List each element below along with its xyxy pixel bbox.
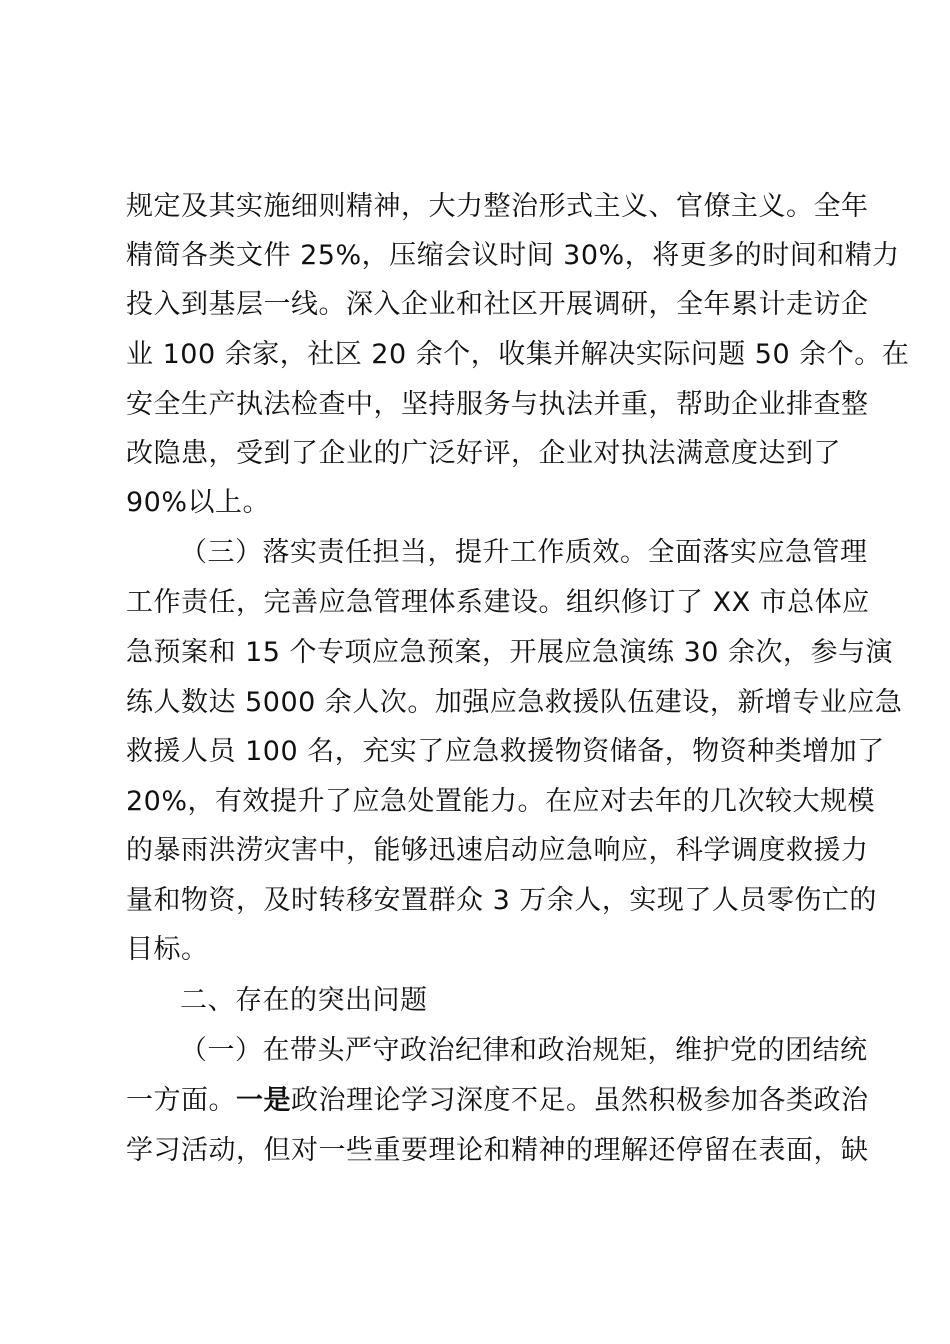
section-heading: 二、存在的突出问题	[180, 985, 428, 1016]
paragraph-line: 工作责任，完善应急管理体系建设。组织修订了 XX 市总体应	[126, 587, 870, 618]
paragraph-line: 规定及其实施细则精神，大力整治形式主义、官僚主义。全年	[126, 191, 869, 222]
paragraph-line: 量和物资，及时转移安置群众 3 万余人，实现了人员零伤亡的	[126, 885, 877, 916]
bold-point-label: 一是	[236, 1085, 291, 1116]
paragraph-line	[126, 1076, 869, 1126]
paragraph-line: 练人数达 5000 余人次。加强应急救援队伍建设，新增专业应急	[126, 687, 903, 718]
paragraph-line: 20%，有效提升了应急处置能力。在应对去年的几次较大规模	[126, 786, 876, 817]
line-lead-text: 一方面。	[126, 1085, 236, 1116]
paragraph-line: 90%以上。	[126, 487, 271, 518]
paragraph-line: 学习活动，但对一些重要理论和精神的理解还停留在表面，缺	[126, 1135, 869, 1166]
paragraph-line: 精简各类文件 25%，压缩会议时间 30%，将更多的时间和精力	[126, 240, 900, 271]
paragraph-line: 救援人员 100 名，充实了应急救援物资储备，物资种类增加了	[126, 736, 885, 767]
paragraph-line: 急预案和 15 个专项应急预案，开展应急演练 30 余次，参与演	[126, 637, 894, 668]
paragraph-line: 目标。	[126, 934, 209, 965]
subsection-heading-line: （一）在带头严守政治纪律和政治规矩，维护党的团结统	[180, 1035, 868, 1066]
paragraph-line: 的暴雨洪涝灾害中，能够迅速启动应急响应，科学调度救援力	[126, 835, 869, 866]
subsection-heading-line: （三）落实责任担当，提升工作质效。全面落实应急管理	[180, 537, 868, 568]
paragraph-line: 安全生产执法检查中，坚持服务与执法并重，帮助企业排查整	[126, 389, 869, 420]
line-rest-text: 政治理论学习深度不足。虽然积极参加各类政治	[291, 1085, 869, 1116]
paragraph-line: 业 100 余家，社区 20 余个，收集并解决实际问题 50 余个。在	[126, 339, 910, 370]
paragraph-line: 改隐患，受到了企业的广泛好评，企业对执法满意度达到了	[126, 438, 841, 469]
paragraph-line: 投入到基层一线。深入企业和社区开展调研，全年累计走访企	[126, 289, 869, 320]
